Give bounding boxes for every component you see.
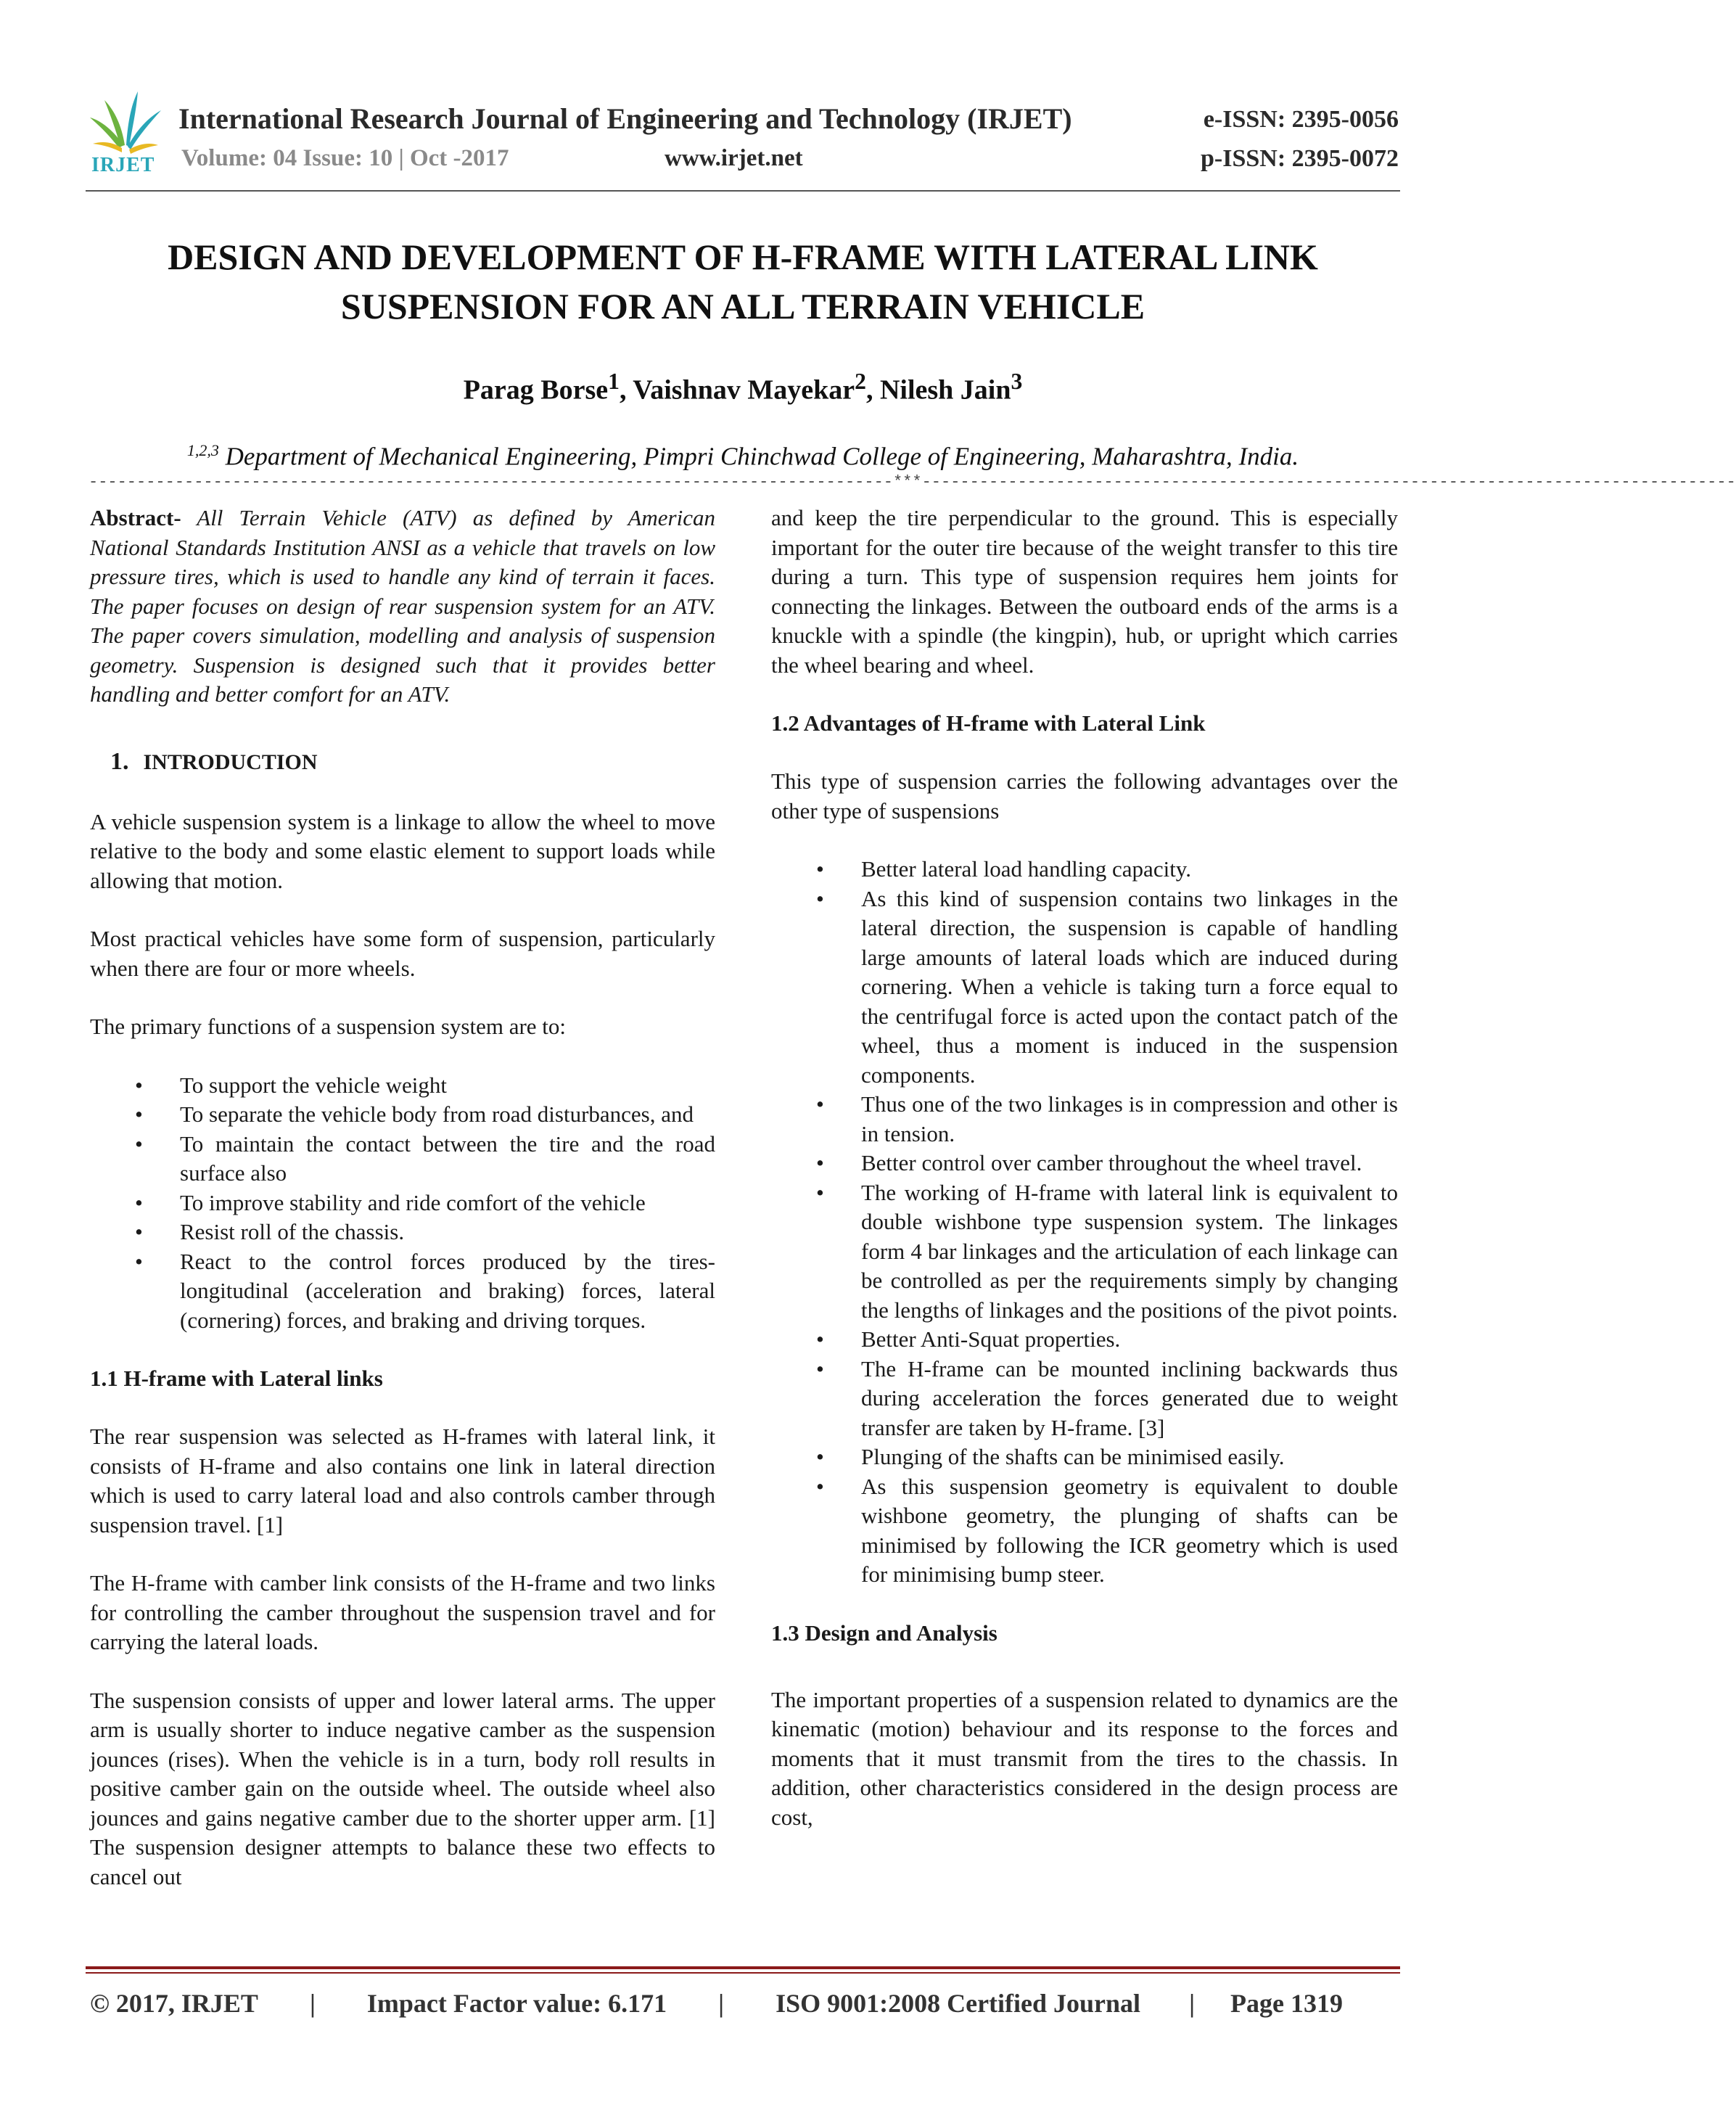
footer-impact-factor: Impact Factor value: 6.171 <box>366 1989 667 2018</box>
list-item: • The H-frame can be mounted inclining backwards thus during acceleration the forces generated due to weight transfer are taken by H-frame. [3] <box>816 1355 1398 1440</box>
author-3-sup: 3 <box>1011 369 1023 394</box>
list-item-text: The working of H-frame with lateral link is equivalent to double wishbone type suspension system. The linkages form 4 bar linkages and the articulation of each linkage can be controlled as per the requirements simply by changing the lengths of linkages and the positions of the pivot points. <box>861 1179 1398 1323</box>
section-1-1-paragraph-3: The suspension consists of upper and lower lateral arms. The upper arm is usually shorter to induce negative camber as the suspension jounces (rises). When the vehicle is in a turn, body roll results in positive camber gain on the outside wheel. The outside wheel also jounces and gains negative camber due to the shorter upper arm. [1] The suspension designer attempts to balance these two effects to cancel out <box>90 1687 715 1889</box>
continued-paragraph: and keep the tire perpendicular to the ground. This is especially important for the outer tire because of the weight transfer to this tire during a turn. This type of suspension requires hem joints for connecting the linkages. Between the outboard ends of the arms is a knuckle with a spindle (the kingpin), hub, or upright which carries the wheel bearing and wheel. <box>771 505 1398 678</box>
irjet-logo <box>86 89 165 174</box>
journal-website: www.irjet.net <box>665 145 803 171</box>
right-column <box>771 504 1398 1832</box>
list-item: • Better lateral load handling capacity. <box>816 856 1192 882</box>
author-1-sup: 1 <box>608 369 620 394</box>
author-1: Parag Borse <box>463 374 609 406</box>
footer-rule-thick <box>86 1966 1400 1969</box>
list-item-text: Thus one of the two linkages is in compression and other is in tension. <box>861 1091 1398 1146</box>
list-item-text: As this suspension geometry is equivalent to double wishbone geometry, the plunging of shafts can be minimised by following the ICR geometry which is used for minimising bump steer. <box>861 1473 1398 1587</box>
section-1-1-paragraph-2: The H-frame with camber link consists of the H-frame and two links for controlling the camber throughout the suspension travel and for carrying the lateral loads. <box>90 1570 715 1654</box>
list-item-text: The H-frame can be mounted inclining backwards thus during acceleration the forces generated due to weight transfer are taken by H-frame. [3] <box>861 1355 1398 1440</box>
list-item-text: Plunging of the shafts can be minimised easily. <box>861 1444 1285 1469</box>
functions-list <box>90 1071 715 1336</box>
list-item-text: Better Anti-Squat properties. <box>861 1326 1121 1352</box>
footer-separator: | <box>309 1989 316 2018</box>
list-item: • Plunging of the shafts can be minimised easily. <box>816 1444 1285 1469</box>
list-item-text: Resist roll of the chassis. <box>180 1219 405 1244</box>
list-item: • Better control over camber throughout the wheel travel. <box>816 1150 1362 1175</box>
left-column <box>90 504 715 1892</box>
abstract-label: Abstract- <box>90 505 181 530</box>
list-item-text: Better lateral load handling capacity. <box>861 856 1192 882</box>
section-number: 1. <box>110 747 129 775</box>
list-item-text: To maintain the contact between the tire and the road surface also <box>180 1130 715 1186</box>
list-item: • The working of H-frame with lateral link is equivalent to double wishbone type suspension system. The linkages form 4 bar linkages and the articulation of each linkage can be controlled as per the requirements simply by changing the lengths of linkages and the positions of the pivot points. <box>816 1179 1398 1323</box>
intro-paragraph-1: A vehicle suspension system is a linkage to allow the wheel to move relative to the body and some elastic element to support loads while allowing that motion. <box>90 808 715 893</box>
section-1-3-paragraph: The important properties of a suspension related to dynamics are the kinematic (motion) behaviour and its response to the forces and moments that it must transmit from the tires to the chassis. In addition, other characteristics considered in the design process are cost, <box>771 1686 1398 1830</box>
author-list: Parag Borse$^1$, Vaishnav Mayekar$^2$, Nilesh Jain$^3$ <box>463 369 1023 406</box>
section-heading-introduction <box>90 747 715 777</box>
list-item: • As this suspension geometry is equivalent to double wishbone geometry, the plunging of shafts can be minimised by following the ICR geometry which is used for minimising bump steer. <box>816 1473 1398 1587</box>
list-item: • Better Anti-Squat properties. <box>816 1326 1121 1352</box>
list-item: • To support the vehicle weight <box>135 1072 448 1098</box>
footer-rule-thin <box>86 1972 1400 1974</box>
affiliation-sup: 1,2,3 <box>186 441 219 459</box>
list-item-text: React to the control forces produced by the tires- longitudinal (acceleration and braking) forces, lateral (cornering) forces, and braking and driving torques. <box>180 1248 715 1333</box>
author-3: Nilesh Jain <box>879 374 1011 406</box>
list-item: • To improve stability and ride comfort of the vehicle <box>135 1189 646 1215</box>
list-item-text: To support the vehicle weight <box>180 1072 448 1098</box>
footer-separator: | <box>1189 1989 1195 2018</box>
paper-title-line-2: SUSPENSION FOR AN ALL TERRAIN VEHICLE <box>340 286 1145 327</box>
list-item-text: To separate the vehicle body from road disturbances, and <box>180 1101 694 1127</box>
advantages-list <box>771 855 1398 1590</box>
abstract <box>90 504 715 710</box>
footer-copyright: © 2017, IRJET <box>90 1989 258 2018</box>
subsection-heading-1-3: 1.3 Design and Analysis <box>771 1619 997 1646</box>
paper-title <box>87 232 1399 331</box>
intro-paragraph-2: Most practical vehicles have some form of suspension, particularly when there are four or more wheels. <box>90 926 715 981</box>
e-issn: e-ISSN: 2395-0056 <box>1203 106 1399 133</box>
list-item: • Resist roll of the chassis. <box>135 1219 405 1244</box>
page-footer <box>90 1988 1343 2019</box>
p-issn: p-ISSN: 2395-0072 <box>1201 145 1399 172</box>
subsection-heading-1-2: 1.2 Advantages of H-frame with Lateral Link <box>771 710 1206 736</box>
list-item: • To maintain the contact between the tire and the road surface also <box>135 1130 715 1186</box>
intro-paragraph-3: The primary functions of a suspension system are to: <box>90 1014 567 1039</box>
list-item-text: Better control over camber throughout the wheel travel. <box>861 1150 1362 1175</box>
footer-separator: | <box>718 1989 725 2018</box>
volume-issue: Volume: 04 Issue: 10 | Oct -2017 <box>181 145 509 171</box>
logo-text: IRJET <box>91 154 155 176</box>
list-item: • As this kind of suspension contains two linkages in the lateral direction, the suspension is capable of handling large amounts of lateral loads which are induced during cornering. When a vehicle is taking turn a force equal to the centrifugal force is acted upon the contact patch of the wheel, thus a moment is induced in the suspension components. <box>816 885 1398 1088</box>
affiliation <box>87 441 1399 472</box>
author-2-sup: 2 <box>855 369 866 394</box>
section-separator: ------------------------------------------------------------------------------------***------------------------------------------------------------------------------------- <box>89 473 1736 491</box>
list-item: • React to the control forces produced by the tires- longitudinal (acceleration and braking) forces, lateral (cornering) forces, and braking and driving torques. <box>135 1248 715 1333</box>
abstract-text: All Terrain Vehicle (ATV) as defined by American National Standards Institution ANSI as a vehicle that travels on low pressure tires, which is used to handle any kind of terrain it faces. The paper focuses on design of rear suspension system for an ATV. The paper covers simulation, modelling and analysis of suspension geometry. Suspension is designed such that it provides better handling and better comfort for an ATV. <box>90 505 715 707</box>
list-item-text: As this kind of suspension contains two linkages in the lateral direction, the suspension is capable of handling large amounts of lateral loads which are induced during cornering. When a vehicle is taking turn a force equal to the centrifugal force is acted upon the contact patch of the wheel, thus a moment is induced in the suspension components. <box>861 885 1398 1088</box>
subsection-heading-1-1: 1.1 H-frame with Lateral links <box>90 1366 383 1391</box>
header-divider <box>86 190 1400 192</box>
paper-title-line-1: DESIGN AND DEVELOPMENT OF H-FRAME WITH LATERAL LINK <box>168 237 1318 277</box>
section-1-1-paragraph-1: The rear suspension was selected as H-frames with lateral link, it consists of H-frame and also contains one link in lateral direction which is used to carry lateral load and also controls camber through suspension travel. [1] <box>90 1424 715 1538</box>
list-item: • Thus one of the two linkages is in compression and other is in tension. <box>816 1091 1398 1146</box>
list-item-text: To improve stability and ride comfort of the vehicle <box>180 1189 646 1215</box>
footer-iso: ISO 9001:2008 Certified Journal <box>776 1989 1141 2018</box>
list-item: • To separate the vehicle body from road disturbances, and <box>135 1101 694 1127</box>
footer-page-number: Page 1319 <box>1230 1989 1343 2018</box>
section-label: INTRODUCTION <box>143 750 318 774</box>
journal-name: International Research Journal of Engineering and Technology (IRJET) <box>178 102 1072 135</box>
affiliation-text: Department of Mechanical Engineering, Pimpri Chinchwad College of Engineering, Maharashtra, India. <box>218 442 1299 471</box>
section-1-2-paragraph: This type of suspension carries the following advantages over the other type of suspensions <box>771 768 1398 824</box>
author-2: Vaishnav Mayekar <box>633 374 855 406</box>
